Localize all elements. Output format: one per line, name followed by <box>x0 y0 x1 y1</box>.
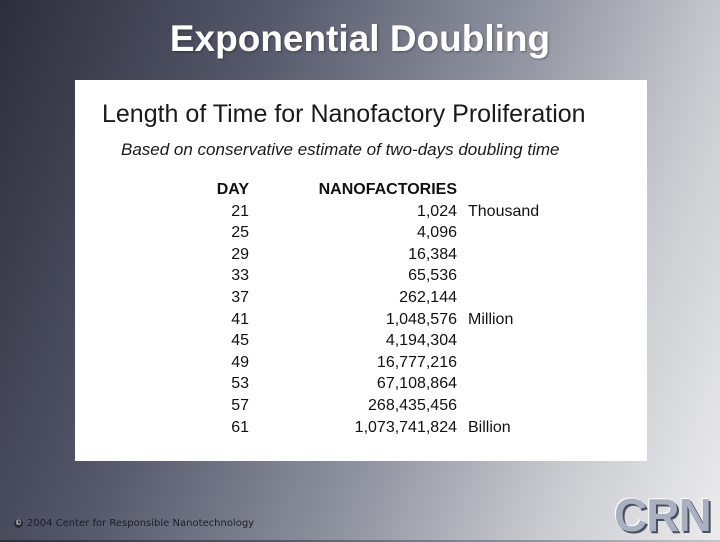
cell-magnitude-label <box>457 373 578 395</box>
cell-magnitude-label <box>457 352 578 374</box>
cell-day: 45 <box>231 332 249 350</box>
cell-magnitude-label <box>457 244 578 266</box>
panel-title: Length of Time for Nanofactory Proliferation <box>102 100 586 128</box>
table-row <box>203 395 578 417</box>
cell-day: 29 <box>231 245 249 263</box>
proliferation-table <box>203 179 578 438</box>
logo-text: CRN <box>614 489 711 541</box>
cell-magnitude-label <box>457 330 578 352</box>
cell-day: 49 <box>231 353 249 371</box>
header-nanofactories: NANOFACTORIES <box>318 181 457 198</box>
cell-magnitude-label: Million <box>468 310 514 328</box>
cell-day: 57 <box>231 396 249 414</box>
table-row <box>203 373 578 395</box>
table-row <box>203 309 578 331</box>
cell-day: 61 <box>231 418 249 436</box>
cell-day: 37 <box>231 288 249 306</box>
cell-nanofactories: 268,435,456 <box>368 396 457 414</box>
cell-day: 25 <box>231 224 249 242</box>
cell-nanofactories: 16,777,216 <box>376 353 457 371</box>
table-body <box>203 201 578 439</box>
footer-text: 2004 Center for Responsible Nanotechnology <box>27 518 255 529</box>
cell-magnitude-label <box>457 287 578 309</box>
cell-magnitude-label <box>457 265 578 287</box>
crn-logo <box>614 484 711 541</box>
cell-nanofactories: 1,073,741,824 <box>354 418 457 436</box>
cell-day: 53 <box>231 375 249 393</box>
cell-nanofactories: 67,108,864 <box>376 375 457 393</box>
cell-nanofactories: 1,024 <box>416 202 457 220</box>
cell-nanofactories: 65,536 <box>408 267 457 285</box>
cell-day: 21 <box>231 202 249 220</box>
table-row <box>203 287 578 309</box>
panel-subtitle: Based on conservative estimate of two-days doubling time <box>121 140 560 159</box>
footer <box>14 518 254 529</box>
table-row <box>203 417 578 439</box>
table-row <box>203 265 578 287</box>
cell-nanofactories: 4,096 <box>416 224 457 242</box>
copyright-icon: © <box>15 519 22 527</box>
header-day: DAY <box>216 181 249 198</box>
cell-magnitude-label <box>457 395 578 417</box>
header-blank <box>457 179 578 201</box>
slide-title: Exponential Doubling <box>169 18 551 59</box>
table-row <box>203 352 578 374</box>
cell-day: 41 <box>231 310 249 328</box>
table-row <box>203 201 578 223</box>
cell-day: 33 <box>231 267 249 285</box>
cell-nanofactories: 4,194,304 <box>385 332 457 350</box>
cell-magnitude-label: Billion <box>468 418 511 436</box>
cell-magnitude-label: Thousand <box>468 202 540 220</box>
content-panel <box>75 80 647 461</box>
cell-nanofactories: 16,384 <box>408 245 457 263</box>
cell-magnitude-label <box>457 222 578 244</box>
cell-nanofactories: 1,048,576 <box>385 310 457 328</box>
table-row <box>203 222 578 244</box>
cell-nanofactories: 262,144 <box>399 288 457 306</box>
table-row <box>203 330 578 352</box>
table-header-row <box>203 179 578 201</box>
table-row <box>203 244 578 266</box>
